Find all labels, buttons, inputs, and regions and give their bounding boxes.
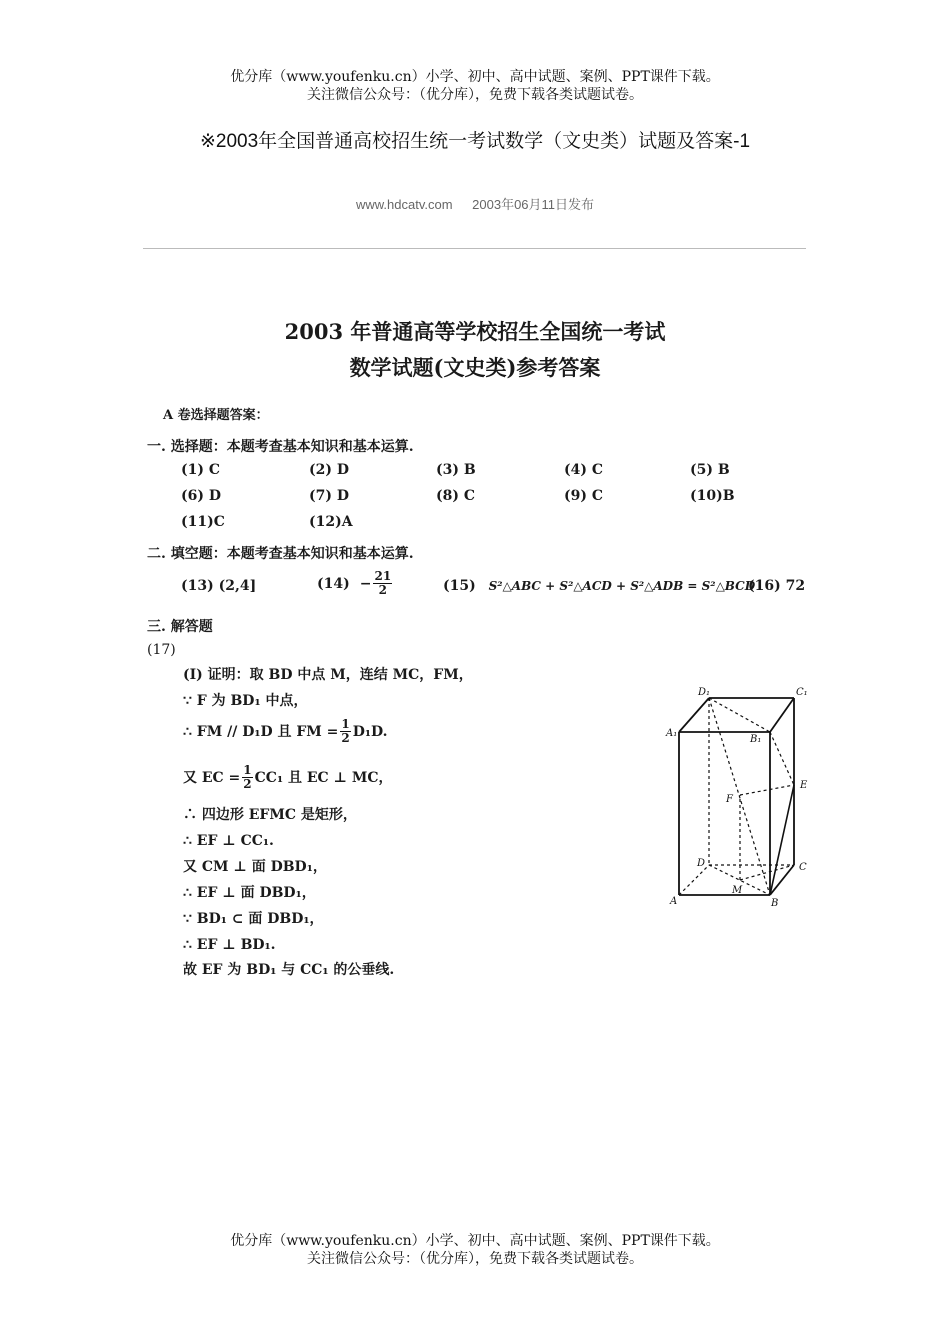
proof-line: ∴ EF ⊥ BD₁. — [183, 937, 276, 953]
publish-info — [0, 194, 950, 213]
mc-answer: (5) B — [690, 462, 730, 478]
proof-line: 又 CM ⊥ 面 DBD₁， — [183, 859, 327, 875]
mc-answer: (3) B — [436, 462, 476, 478]
label-C1: C₁ — [796, 687, 808, 698]
q15-expression: S²△ABC + S²△ACD + S²△ADB = S²△BCD — [488, 579, 756, 593]
question-17-label: (17) — [147, 642, 176, 658]
label-D1: D₁ — [698, 687, 711, 698]
mc-answer: (12)A — [309, 514, 353, 530]
proof-l3-post: D₁D. — [352, 723, 388, 740]
label-E: E — [800, 780, 808, 791]
q14-numerator: 21 — [374, 569, 392, 583]
q14-denominator: 2 — [378, 583, 387, 597]
mc-answer: (7) D — [309, 488, 350, 504]
proof-l4-post: CC₁ 且 EC ⊥ MC， — [254, 769, 393, 786]
proof-l4-pre: 又 EC = — [183, 769, 241, 786]
proof-line — [183, 718, 388, 745]
proof-line: ∴ 四边形 EFMC 是矩形， — [183, 807, 357, 823]
header-line-1: 优分库（www.youfenku.cn）小学、初中、高中试题、案例、PPT课件下载。 — [230, 69, 720, 85]
label-B: B — [771, 898, 779, 909]
section-a-label: A 卷选择题答案： — [163, 408, 269, 423]
label-A1: A₁ — [666, 728, 678, 739]
proof-l3-fraction — [340, 718, 350, 745]
fill-answer-16: (16) 72 — [748, 578, 806, 594]
label-C: C — [799, 862, 807, 873]
fill-answer-14 — [317, 570, 394, 597]
section-1-heading: 一. 选择题：本题考查基本知识和基本运算. — [147, 439, 414, 455]
proof-line: 故 EF 为 BD₁ 与 CC₁ 的公垂线. — [183, 962, 395, 978]
proof-l4-den: 2 — [243, 777, 252, 791]
header-line-2: 关注微信公众号：（优分库），免费下载各类试题试卷。 — [307, 87, 643, 103]
proof-line: ∵ F 为 BD₁ 中点， — [183, 693, 308, 709]
footer-line-2: 关注微信公众号：（优分库），免费下载各类试题试卷。 — [307, 1251, 643, 1267]
proof-line: (Ⅰ) 证明：取 BD 中点 M，连结 MC，FM， — [183, 667, 473, 683]
proof-l3-pre: ∴ FM // D₁D 且 FM = — [183, 723, 339, 740]
proof-l3-num: 1 — [341, 717, 350, 731]
footer-line-1: 优分库（www.youfenku.cn）小学、初中、高中试题、案例、PPT课件下载。 — [230, 1233, 720, 1249]
mc-answer: (8) C — [436, 488, 476, 504]
mc-answer: (6) D — [181, 488, 222, 504]
label-A: A — [670, 896, 678, 907]
proof-line — [183, 764, 392, 791]
publish-date: 2003年06月11日发布 — [472, 197, 595, 212]
prism-figure — [660, 680, 820, 910]
label-D: D — [697, 858, 706, 869]
proof-l4-fraction — [242, 764, 252, 791]
proof-line: ∵ BD₁ ⊂ 面 DBD₁， — [183, 911, 324, 927]
label-M: M — [732, 885, 743, 896]
proof-line: ∴ EF ⊥ 面 DBD₁， — [183, 885, 316, 901]
proof-line: ∴ EF ⊥ CC₁. — [183, 833, 274, 849]
label-F: F — [726, 794, 733, 805]
mc-answer: (9) C — [564, 488, 604, 504]
fill-answer-15 — [443, 578, 755, 594]
publish-site: www.hdcatv.com — [355, 197, 453, 212]
label-B1: B₁ — [750, 734, 762, 745]
q14-fraction — [373, 570, 392, 597]
q15-label: (15) — [443, 578, 476, 594]
q14-sign: − — [359, 575, 372, 592]
proof-l4-num: 1 — [243, 763, 252, 777]
doc-title-1: 2003 年普通高等学校招生全国统一考试 — [284, 319, 666, 344]
doc-title-2: 数学试题(文史类)参考答案 — [349, 355, 601, 380]
mc-answer: (11)C — [181, 514, 225, 530]
divider — [143, 248, 806, 249]
mc-answer: (4) C — [564, 462, 604, 478]
section-2-heading: 二. 填空题：本题考查基本知识和基本运算. — [147, 546, 414, 562]
q14-label: (14) — [317, 575, 350, 592]
proof-l3-den: 2 — [341, 731, 350, 745]
page-title: ※2003年全国普通高校招生统一考试数学（文史类）试题及答案-1 — [199, 131, 751, 152]
mc-answer: (2) D — [309, 462, 350, 478]
mc-answer: (1) C — [181, 462, 221, 478]
fill-answer-13: (13) (2,4] — [181, 578, 257, 594]
mc-answer: (10)B — [690, 488, 735, 504]
section-3-heading: 三. 解答题 — [147, 619, 213, 635]
